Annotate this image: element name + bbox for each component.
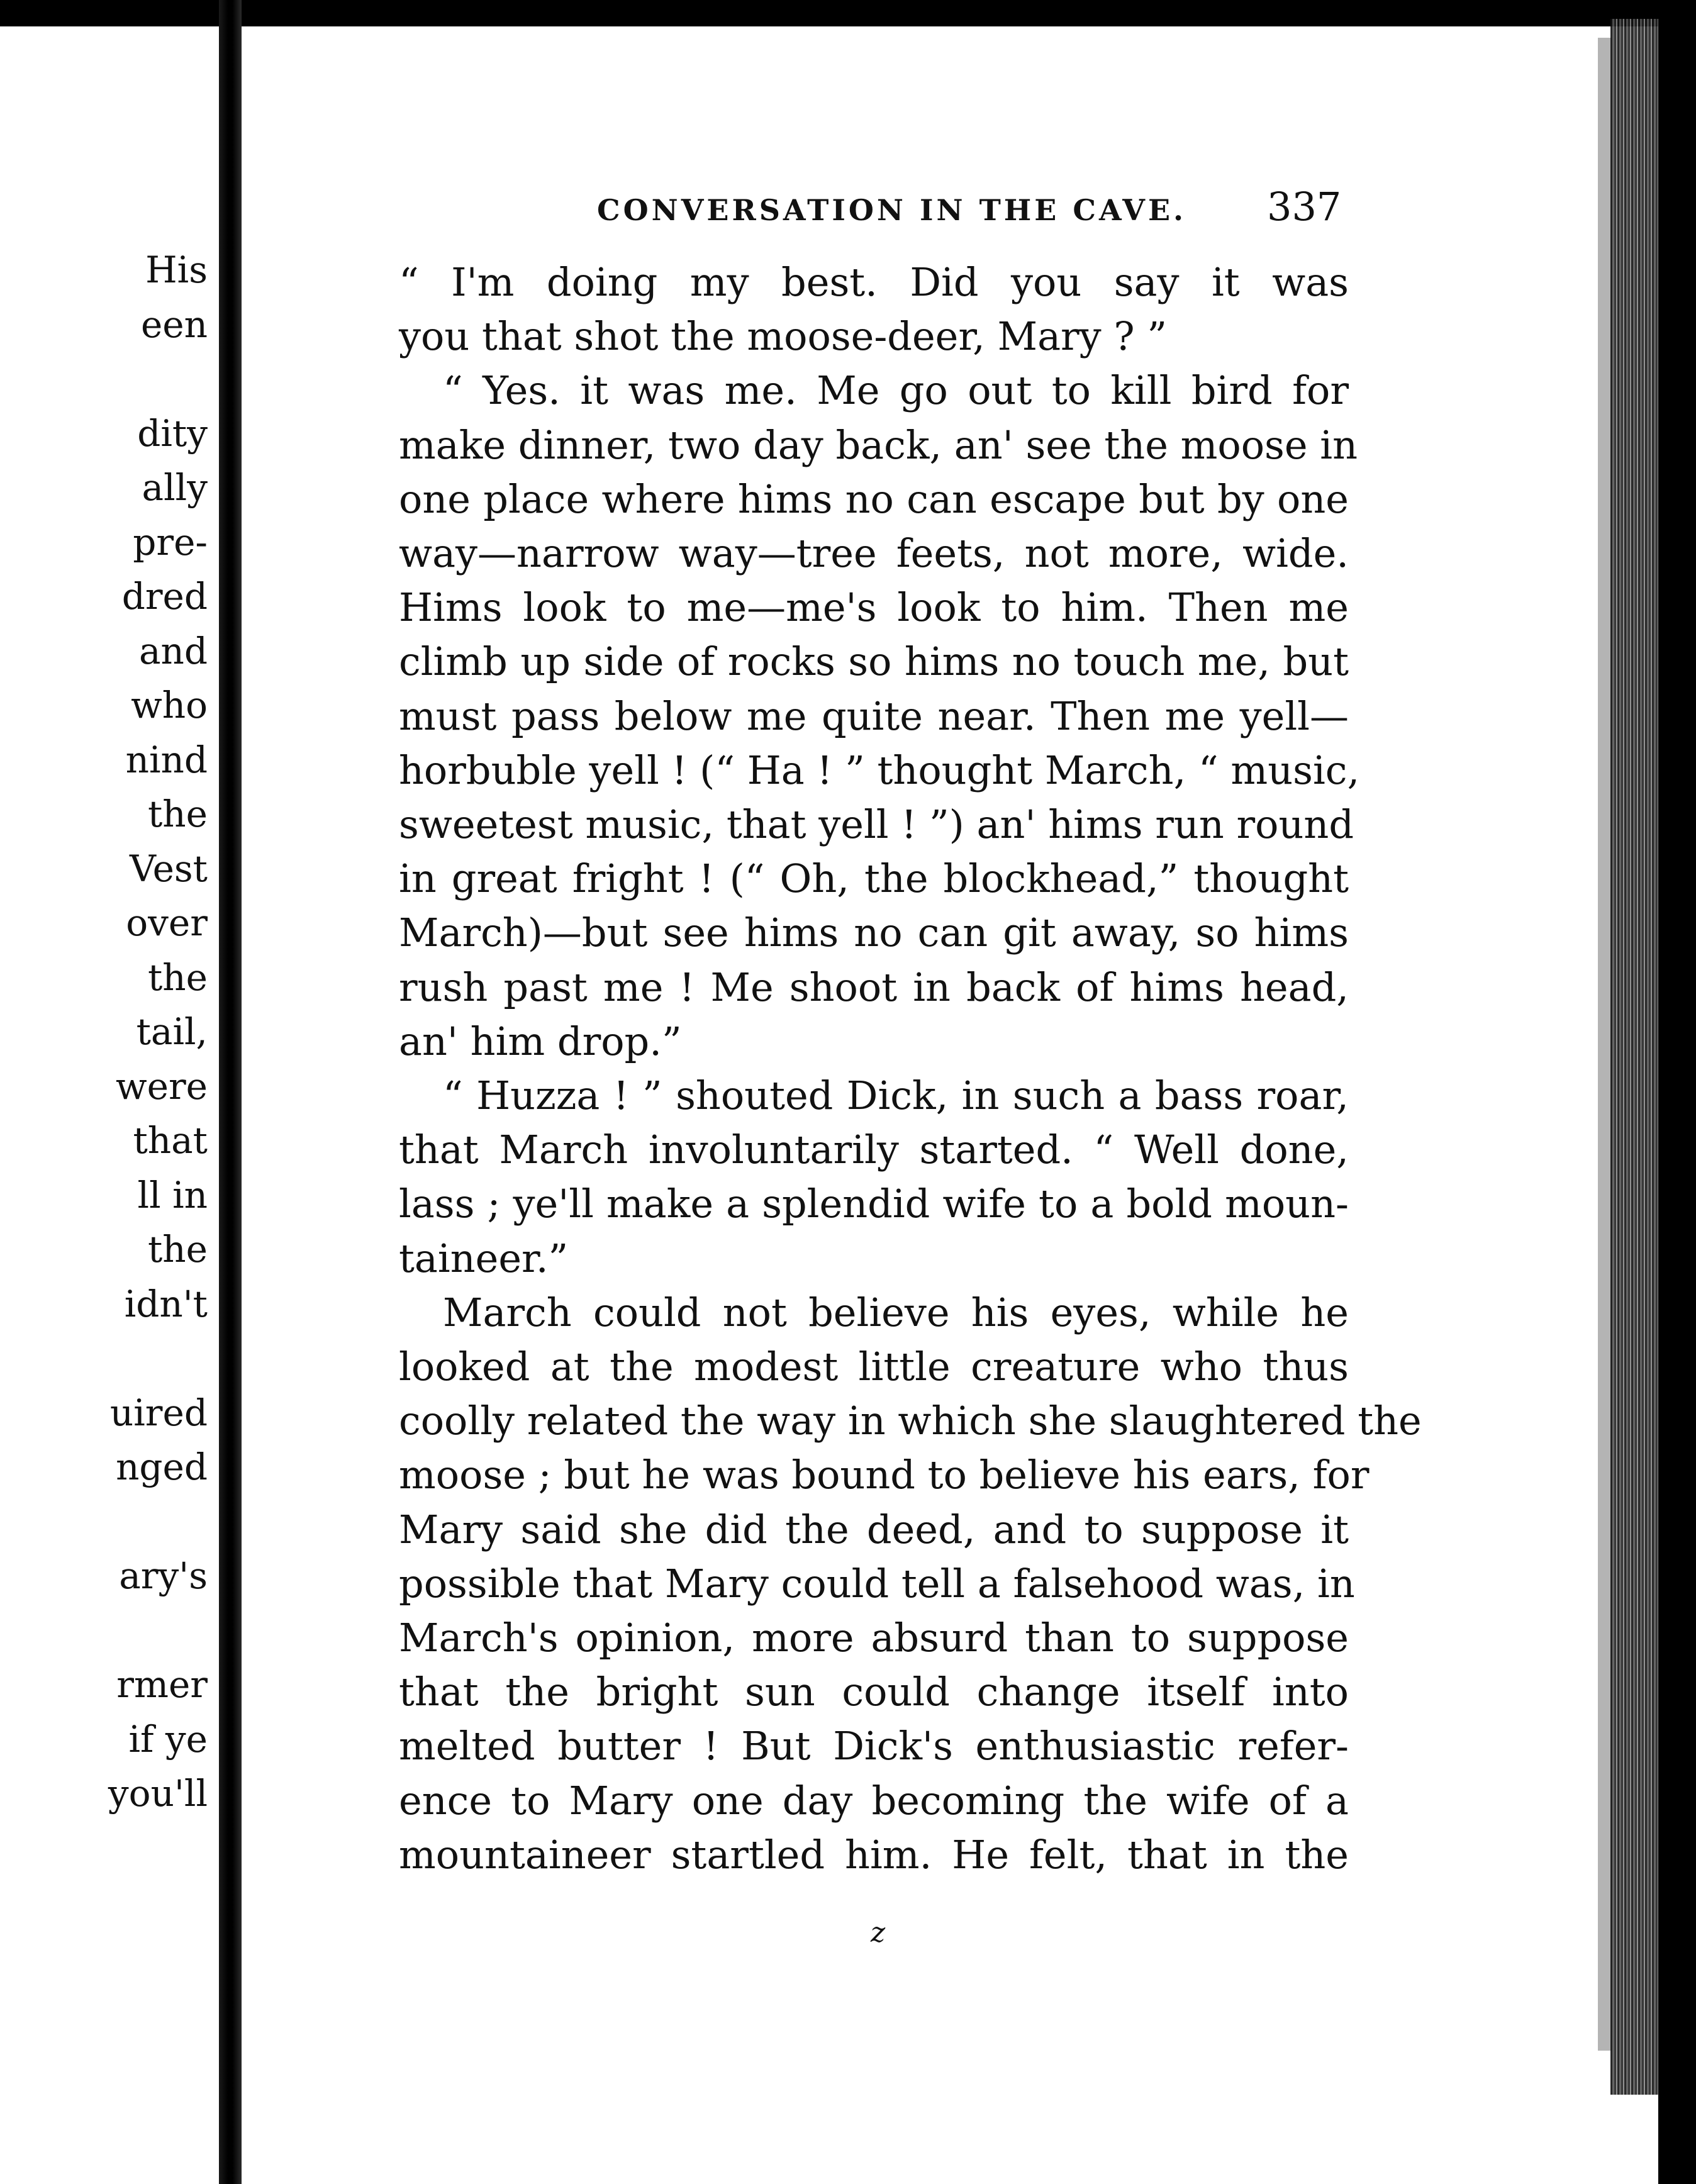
body-line: March could not believe his eyes, while he bbox=[443, 1289, 1349, 1335]
left-page-line: een bbox=[140, 303, 208, 346]
left-page-line: dred bbox=[121, 575, 208, 618]
left-page-fragment bbox=[0, 26, 219, 2184]
body-line: sweetest music, that yell ! ”) an' hims run round bbox=[399, 801, 1354, 847]
left-page-line: ary's bbox=[119, 1554, 208, 1597]
body-line: one place where hims no can escape but by one bbox=[399, 476, 1349, 522]
body-line: ence to Mary one day becoming the wife of a bbox=[399, 1777, 1349, 1824]
body-line: coolly related the way in which she slaughtered the bbox=[399, 1398, 1422, 1444]
body-line: looked at the modest little creature who thus bbox=[399, 1344, 1349, 1390]
left-page-line: you'll bbox=[108, 1772, 208, 1815]
body-line: “ Huzza ! ” shouted Dick, in such a bass roar, bbox=[443, 1072, 1349, 1118]
body-line: horbuble yell ! (“ Ha ! ” thought March, “ music, bbox=[399, 747, 1360, 793]
book-gutter bbox=[219, 0, 242, 2184]
body-line: Mary said she did the deed, and to suppose it bbox=[399, 1506, 1349, 1552]
left-page-line: nind bbox=[125, 738, 208, 781]
left-page-line: the bbox=[148, 1228, 208, 1271]
left-page-line: ally bbox=[142, 466, 208, 509]
body-line: “ Yes. it was me. Me go out to kill bird for bbox=[443, 367, 1349, 414]
scan-border-top bbox=[0, 0, 1696, 26]
page-number: 337 bbox=[1267, 184, 1342, 230]
body-line: Hims look to me—me's look to him. Then me bbox=[399, 584, 1349, 631]
body-line: must pass below me quite near. Then me yell— bbox=[399, 693, 1349, 739]
body-line: taineer.” bbox=[399, 1235, 569, 1281]
body-line: in great fright ! (“ Oh, the blockhead,” thought bbox=[399, 855, 1349, 902]
body-line: that the bright sun could change itself into bbox=[399, 1669, 1349, 1715]
left-page-line: that bbox=[133, 1119, 208, 1162]
left-page-line: and bbox=[138, 629, 208, 672]
left-page-line: tail, bbox=[136, 1010, 208, 1053]
page-stack-shadow bbox=[1598, 38, 1612, 2051]
left-page-line: if ye bbox=[128, 1717, 208, 1761]
left-page-line: uired bbox=[109, 1391, 208, 1434]
body-line: “ I'm doing my best. Did you say it was bbox=[399, 259, 1349, 305]
body-line: moose ; but he was bound to believe his ears, for bbox=[399, 1452, 1370, 1498]
scan-border-right bbox=[1658, 0, 1696, 2184]
signature-mark: z bbox=[871, 1917, 886, 1949]
body-line: you that shot the moose-deer, Mary ? ” bbox=[399, 313, 1168, 360]
left-page-line: nged bbox=[116, 1446, 208, 1488]
left-page-line: who bbox=[131, 684, 208, 727]
left-page-line: Vest bbox=[130, 847, 208, 890]
body-line: mountaineer startled him. He felt, that in the bbox=[399, 1831, 1349, 1878]
body-line: melted butter ! But Dick's enthusiastic refer- bbox=[399, 1723, 1349, 1769]
body-line: make dinner, two day back, an' see the moose in bbox=[399, 421, 1358, 468]
left-page-line: dity bbox=[137, 411, 208, 455]
body-line: way—narrow way—tree feets, not more, wide. bbox=[399, 530, 1349, 576]
body-line: possible that Mary could tell a falsehood was, in bbox=[399, 1560, 1355, 1607]
left-page-line: over bbox=[126, 901, 208, 944]
left-page-line: His bbox=[145, 248, 208, 291]
body-line: March's opinion, more absurd than to suppose bbox=[399, 1615, 1349, 1661]
left-page-line: ll in bbox=[137, 1173, 208, 1217]
left-page-line: the bbox=[148, 793, 208, 835]
body-line: an' him drop.” bbox=[399, 1018, 682, 1064]
body-line: lass ; ye'll make a splendid wife to a bold moun- bbox=[399, 1181, 1349, 1227]
left-page-line: pre- bbox=[133, 520, 208, 564]
body-line: rush past me ! Me shoot in back of hims head, bbox=[399, 964, 1349, 1010]
left-page-line: idn't bbox=[124, 1282, 208, 1325]
left-page-line: were bbox=[115, 1064, 208, 1108]
running-head: CONVERSATION IN THE CAVE. bbox=[597, 193, 1187, 227]
body-line: March)—but see hims no can git away, so hims bbox=[399, 910, 1349, 956]
main-page bbox=[242, 26, 1610, 2184]
body-line: climb up side of rocks so hims no touch me, but bbox=[399, 638, 1349, 685]
page-stack-edge bbox=[1610, 19, 1658, 2095]
left-page-line: the bbox=[148, 956, 208, 999]
body-line: that March involuntarily started. “ Well done, bbox=[399, 1127, 1349, 1173]
left-page-line: rmer bbox=[116, 1663, 208, 1706]
